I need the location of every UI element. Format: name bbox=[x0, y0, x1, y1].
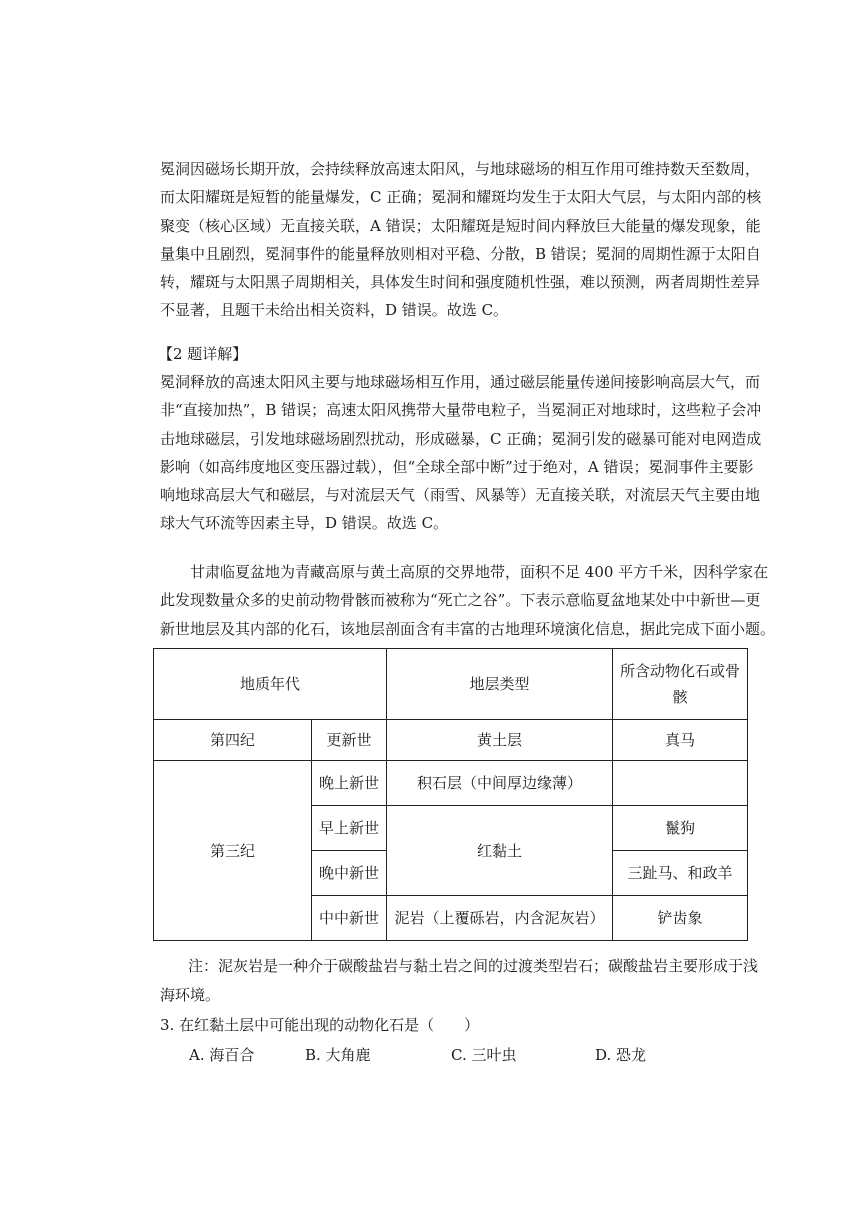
option-a[interactable]: A. 海百合 bbox=[189, 1046, 255, 1064]
header-geologic-age: 地质年代 bbox=[154, 649, 387, 720]
epoch-cell: 晚中新世 bbox=[312, 851, 387, 896]
table-header-row bbox=[154, 649, 748, 720]
layer-cell: 黄土层 bbox=[387, 720, 613, 761]
layer-cell: 积石层（中间厚边缘薄） bbox=[387, 761, 613, 806]
option-c[interactable]: C. 三叶虫 bbox=[451, 1046, 517, 1064]
answer-analysis-2 bbox=[160, 368, 762, 538]
option-b[interactable]: B. 大角鹿 bbox=[305, 1046, 371, 1064]
text-line: 影响（如高纬度地区变压器过载），但“全球全部中断”过于绝对，A 错误；冕洞事件主要影 bbox=[160, 457, 754, 476]
text-line: 击地球磁层，引发地球磁场剧烈扰动，形成磁暴，C 正确；冕洞引发的磁暴可能对电网造成 bbox=[160, 429, 762, 448]
text-line: 非“直接加热”，B 错误；高速太阳风携带大量带电粒子，当冕洞正对地球时，这些粒子会冲 bbox=[160, 401, 762, 420]
period-cell: 第三纪 bbox=[154, 761, 312, 941]
fossil-cell: 真马 bbox=[613, 720, 748, 761]
text-line: 而太阳耀斑是短暂的能量爆发，C 正确；冕洞和耀斑均发生于太阳大气层，与太阳内部的核 bbox=[160, 188, 762, 207]
question-3-stem: 3. 在红黏土层中可能出现的动物化石是（ ） bbox=[160, 1016, 480, 1034]
text-line: 冕洞因磁场长期开放，会持续释放高速太阳风，与地球磁场的相互作用可维持数天至数周， bbox=[160, 160, 761, 178]
text-line: 不显著，且题干未给出相关资料，D 错误。故选 C。 bbox=[160, 301, 509, 320]
fossil-cell: 鬣狗 bbox=[613, 806, 748, 851]
epoch-cell: 中中新世 bbox=[312, 896, 387, 941]
section-heading-q2: 【2 题详解】 bbox=[158, 345, 248, 363]
strata-table bbox=[153, 648, 748, 941]
epoch-cell: 早上新世 bbox=[312, 806, 387, 851]
material-intro bbox=[160, 558, 776, 643]
epoch-cell: 晚上新世 bbox=[312, 761, 387, 806]
text-line: 球大气环流等因素主导，D 错误。故选 C。 bbox=[160, 514, 449, 533]
layer-cell: 泥岩（上覆砾岩，内含泥灰岩） bbox=[387, 896, 613, 941]
text-line: 转，耀斑与太阳黑子周期相关，具体发生时间和强度随机性强，难以预测，两者周期性差异 bbox=[160, 273, 761, 292]
text-line: 新世地层及其内部的化石，该地层剖面含有丰富的古地理环境演化信息，据此完成下面小题。 bbox=[160, 619, 776, 638]
header-stratum-type: 地层类型 bbox=[387, 649, 613, 720]
fossil-cell bbox=[613, 761, 748, 806]
text-line: 甘肃临夏盆地为青藏高原与黄土高原的交界地带，面积不足 400 平方千米，因科学家在 bbox=[190, 563, 769, 581]
table-note-continued: 海环境。 bbox=[160, 986, 221, 1004]
table-row bbox=[154, 761, 748, 806]
text-line: 此发现数量众多的史前动物骨骸而被称为“死亡之谷”。下表示意临夏盆地某处中中新世—更 bbox=[160, 591, 761, 610]
text-line: 聚变（核心区域）无直接关联，A 错误；太阳耀斑是短时间内释放巨大能量的爆发现象，能 bbox=[160, 216, 761, 235]
text-line: 冕洞释放的高速太阳风主要与地球磁场相互作用，通过磁层能量传递间接影响高层大气，而 bbox=[160, 373, 761, 391]
period-cell: 第四纪 bbox=[154, 720, 312, 761]
table-note: 注：泥灰岩是一种介于碳酸盐岩与黏土岩之间的过渡类型岩石；碳酸盐岩主要形成于浅 bbox=[188, 957, 759, 975]
table-row bbox=[154, 720, 748, 761]
text-line: 量集中且剧烈，冕洞事件的能量释放则相对平稳、分散，B 错误；冕洞的周期性源于太阳自 bbox=[160, 244, 761, 263]
text-line: 响地球高层大气和磁层，与对流层天气（雨雪、风暴等）无直接关联，对流层天气主要由地 bbox=[160, 486, 761, 505]
option-d[interactable]: D. 恐龙 bbox=[595, 1046, 647, 1064]
fossil-cell: 铲齿象 bbox=[613, 896, 748, 941]
fossil-cell: 三趾马、和政羊 bbox=[613, 851, 748, 896]
layer-cell: 红黏土 bbox=[387, 806, 613, 896]
epoch-cell: 更新世 bbox=[312, 720, 387, 761]
header-fossils: 所含动物化石或骨骸 bbox=[613, 649, 748, 720]
answer-analysis-1 bbox=[160, 155, 762, 325]
